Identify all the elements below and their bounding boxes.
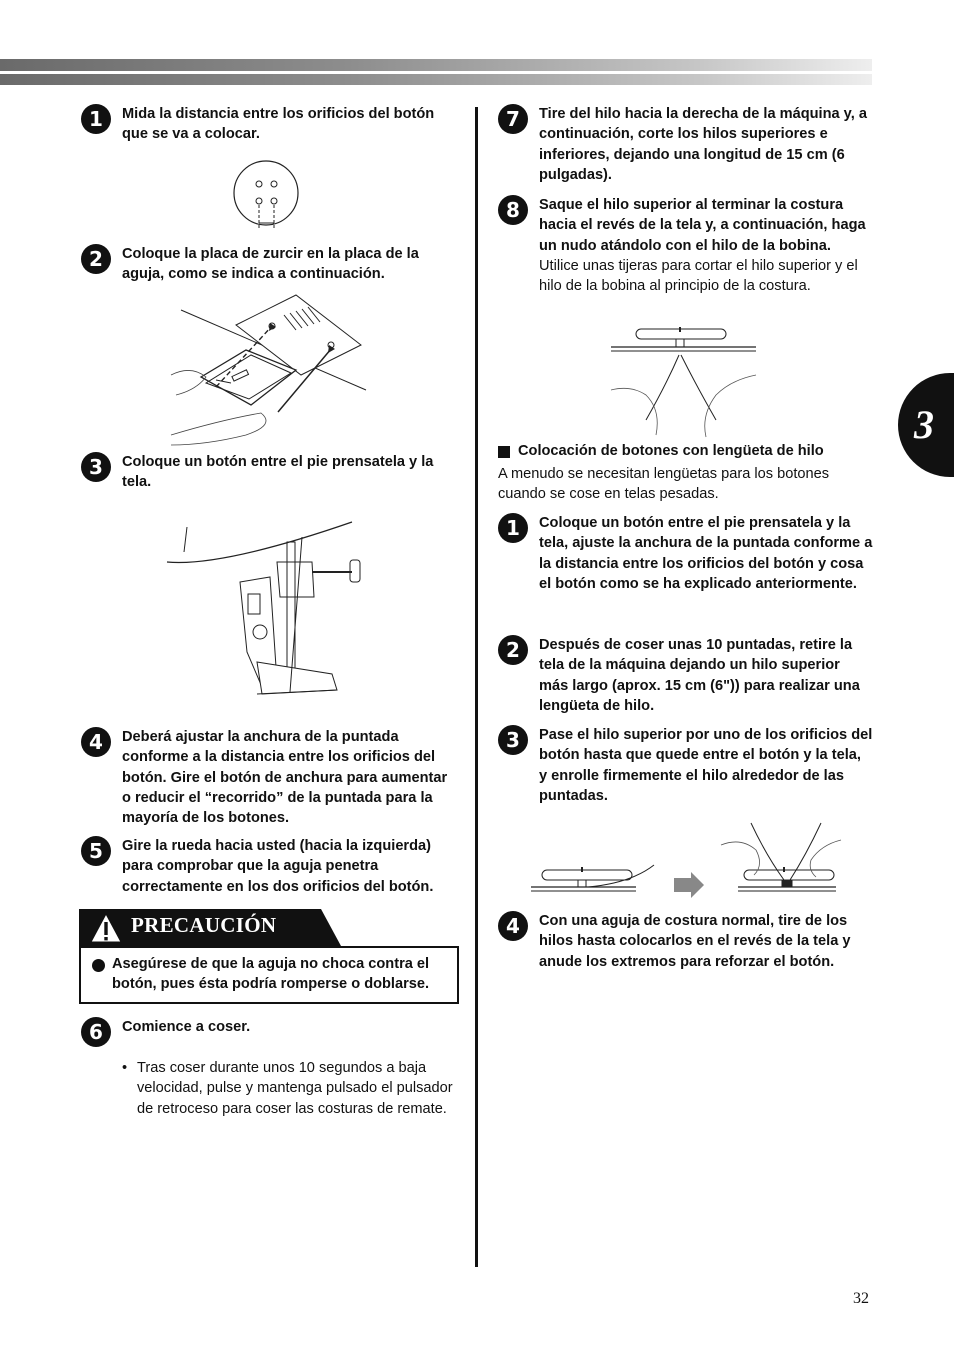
caution-text: Asegúrese de que la aguja no choca contra el botón, pues ésta podría romperse o doblarse. (112, 956, 430, 993)
step-text: Saque el hilo superior al terminar la costura hacia el revés de la tela y, a continuación, haga un nudo atándolo con el hilo de la bobina. (539, 197, 866, 254)
header-bar-bottom (0, 74, 872, 85)
presser-foot-illustration (162, 522, 382, 707)
shank-step-1 (498, 513, 874, 594)
step-text: Comience a coser. (122, 1019, 251, 1035)
section-intro: A menudo se necesitan lengüetas para los botones cuando se cose en telas pesadas. (498, 466, 830, 503)
chapter-number: 3 (914, 402, 934, 447)
button-holes-illustration (232, 158, 302, 230)
step-number: 7 (498, 104, 528, 134)
step-1 (81, 104, 456, 145)
step-number: 4 (498, 911, 528, 941)
bullet-dot: • (122, 1060, 128, 1076)
page-number: 32 (853, 1290, 869, 1307)
step-text: Pase el hilo superior por uno de los orificios del botón hasta que quede entre el botón y la tela, y enrolle firmemente el hilo alrededor de las puntadas. (539, 727, 873, 804)
step-number: 2 (498, 635, 528, 665)
thread-knot-illustration (606, 325, 766, 440)
thread-shank-illustration (526, 815, 846, 900)
step-text: Gire la rueda hacia usted (hacia la izquierda) para comprobar que la aguja penetra correctamente en los dos orificios del botón. (122, 838, 434, 895)
column-divider (475, 107, 478, 1267)
step-8 (498, 195, 874, 296)
step-text: Después de coser unas 10 puntadas, retire la tela de la máquina dejando un hilo superior más largo (aprox. 15 cm (6")) para realizar una lengüeta de hilo. (539, 637, 860, 714)
bullet-icon (92, 959, 105, 972)
step-number: 6 (81, 1017, 111, 1047)
darning-plate-illustration (166, 295, 376, 450)
step-4 (81, 727, 456, 828)
step-text: Coloque un botón entre el pie prensatela y la tela, ajuste la anchura de la puntada conforme a la distancia entre los orificios del botón y cosa el botón como se ha explicado anteriormente. (539, 515, 873, 592)
step-number: 4 (81, 727, 111, 757)
step-number: 1 (81, 104, 111, 134)
step-number: 3 (498, 725, 528, 755)
step-3 (81, 452, 456, 493)
step-note: Utilice unas tijeras para cortar el hilo superior y el hilo de la bobina al principio de la costura. (539, 257, 858, 295)
step-text: Tire del hilo hacia la derecha de la máquina y, a continuación, corte los hilos superiores e inferiores, dejando una longitud de 15 cm (6 pulgadas). (539, 106, 867, 183)
step-5 (81, 836, 456, 897)
step-number: 1 (498, 513, 528, 543)
step-text: Con una aguja de costura normal, tire de los hilos hasta colocarlos en el revés de la tela y anude los extremos para reforzar el botón. (539, 913, 851, 970)
caution-box (79, 946, 459, 1004)
step-text: Deberá ajustar la anchura de la puntada conforme a la distancia entre los orificios del botón. Gire el botón de anchura para aumentar o reducir el “recorrido” de la puntada para la mayoría de los botones. (122, 729, 448, 827)
step-2 (81, 244, 456, 285)
step6-note: Tras coser durante unos 10 segundos a baja velocidad, pulse y mantenga pulsado el pulsador de retroceso para coser las costuras de remate. (137, 1060, 453, 1117)
step-number: 2 (81, 244, 111, 274)
warning-icon (90, 913, 122, 943)
caution-title: PRECAUCIÓN (131, 913, 277, 937)
step-number: 3 (81, 452, 111, 482)
shank-step-4 (498, 911, 874, 972)
step-number: 8 (498, 195, 528, 225)
section-square-icon (498, 446, 510, 458)
chapter-tab (898, 373, 954, 477)
step-text: Mida la distancia entre los orificios del botón que se va a colocar. (122, 106, 435, 143)
section-title: Colocación de botones con lengüeta de hilo (518, 443, 824, 459)
shank-step-2 (498, 635, 874, 716)
step-text: Coloque un botón entre el pie prensatela y la tela. (122, 454, 434, 491)
header-bar-top (0, 59, 872, 71)
step-number: 5 (81, 836, 111, 866)
shank-step-3 (498, 725, 874, 806)
step-6 (81, 1017, 456, 1047)
step-7 (498, 104, 874, 185)
step-text: Coloque la placa de zurcir en la placa de la aguja, como se indica a continuación. (122, 246, 419, 283)
